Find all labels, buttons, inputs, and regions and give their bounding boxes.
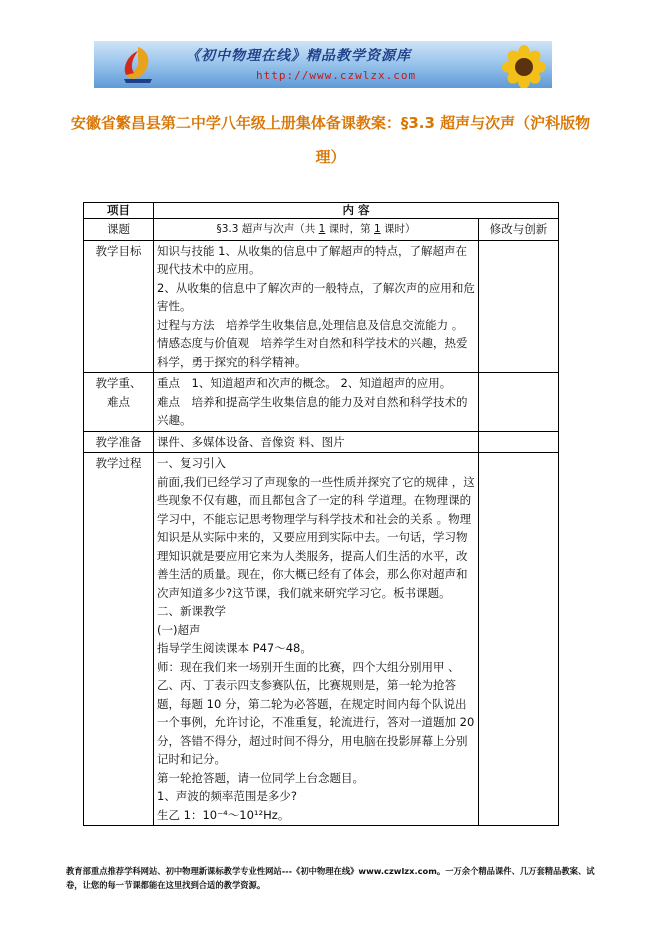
process-row — [84, 453, 559, 826]
lesson-plan-table — [83, 202, 559, 826]
process-line: 前面,我们已经学习了声现象的一些性质并探究了它的规律 ，这些现象不仅有趣，而且都包含了一定的科 学道理。在物理课的学习中，不能忘记思考物理学与科学技术和社会的关系 。物理知识是从实际中来的，又要应用到实际中去。一句话，学习物理知识就是要应用它来为人类服务，提高人们生活的水平，改善生活的质量。现在，你大概已经有了体会，那么你对超声和次声知道多少?这节课，我们就来研究学习它。板书课题。 — [157, 474, 475, 600]
table-header-row — [84, 203, 559, 219]
site-banner — [94, 41, 552, 88]
goals-edit-cell — [479, 240, 559, 373]
process-line: 1、声波的频率范围是多少? — [157, 789, 297, 803]
topic-suffix: 课时） — [384, 223, 416, 235]
header-item: 项目 — [84, 203, 154, 219]
sunflower-icon — [494, 45, 546, 88]
prep-content: 课件、多媒体设备、音像资 料、图片 — [154, 431, 479, 453]
goals-label: 教学目标 — [84, 240, 154, 373]
keypoints-content — [154, 373, 479, 432]
process-label: 教学过程 — [84, 453, 154, 826]
page-footer: 教育部重点推荐学科网站、初中物理新课标教学专业性网站---《初中物理在线》www.czwlzx.com。一万余个精品课件、几万套精品教案、试卷，让您的每一节课都能在这里找到合适的教学资源。 — [66, 866, 595, 890]
topic-row — [84, 219, 559, 241]
process-line: 师：现在我们来一场别开生面的比赛，四个大组分别用甲 、乙、丙、丁表示四支参赛队伍，比赛规则是，第一轮为抢答题，每题 10 分，第二轮为必答题，在规定时间内每个队说出一个事例，允许讨论，不准重复，轮流进行，答对一道题加 20 分，答错不得分，超过时间不得分，用电脑在投影屏幕上分别记时和记分。 — [157, 659, 475, 766]
keypoints-label-line1: 教学重、 — [95, 376, 142, 390]
topic-text — [154, 219, 479, 241]
goals-line: 知识与技能 1、从收集的信息中了解超声的特点，了解超声在现代技术中的应用。 — [157, 243, 467, 276]
topic-label: 课题 — [84, 219, 154, 241]
goals-line: 2、从收集的信息中了解次声的一般特点，了解次声的应用和危害性。 — [157, 280, 475, 313]
process-edit-cell — [479, 453, 559, 826]
keypoints-line: 难点 培养和提高学生收集信息的能力及对自然和科学技术的兴趣。 — [157, 394, 468, 427]
process-line: 二、新课教学 — [157, 604, 226, 618]
banner-title: 《初中物理在线》精品教学资源库 — [186, 48, 411, 64]
keypoints-label — [84, 373, 154, 432]
banner-url[interactable]: http://www.czwlzx.com — [256, 69, 417, 82]
goals-content — [154, 240, 479, 373]
keypoints-edit-cell — [479, 373, 559, 432]
topic-total-lessons: 1 — [318, 223, 326, 235]
process-line: 指导学生阅读课本 P47～48。 — [157, 641, 312, 655]
process-line: 第一轮抢答题，请一位同学上台念题目。 — [157, 770, 364, 785]
goals-line: 情感态度与价值观 培养学生对自然和科学技术的兴趣，热爱科学，勇于探究的科学精神。 — [157, 336, 468, 369]
keypoints-line: 重点 1、知道超声和次声的概念。 2、知道超声的应用。 — [157, 376, 452, 390]
process-line: 生乙 1：10⁻⁴～10¹²Hz。 — [157, 807, 290, 822]
prep-label: 教学准备 — [84, 431, 154, 453]
document-title: 安徽省繁昌县第二中学八年级上册集体备课教案：§3.3 超声与次声（沪科版物理） — [70, 114, 591, 166]
topic-prefix: §3.3 超声与次声（共 — [216, 223, 316, 235]
prep-edit-cell — [479, 431, 559, 453]
site-logo-icon — [120, 45, 156, 85]
keypoints-row — [84, 373, 559, 432]
process-line: (一)超声 — [157, 622, 201, 637]
topic-current-lesson: 1 — [373, 223, 381, 235]
topic-mid: 课时，第 — [328, 223, 371, 235]
keypoints-label-line2: 难点 — [107, 394, 130, 409]
goals-line: 过程与方法 培养学生收集信息,处理信息及信息交流能力 。 — [157, 317, 464, 332]
process-content — [154, 453, 479, 826]
edit-column-header: 修改与创新 — [479, 219, 559, 241]
header-content: 内 容 — [154, 203, 559, 219]
prep-row — [84, 431, 559, 453]
goals-row — [84, 240, 559, 373]
process-line: 一、复习引入 — [157, 456, 226, 470]
